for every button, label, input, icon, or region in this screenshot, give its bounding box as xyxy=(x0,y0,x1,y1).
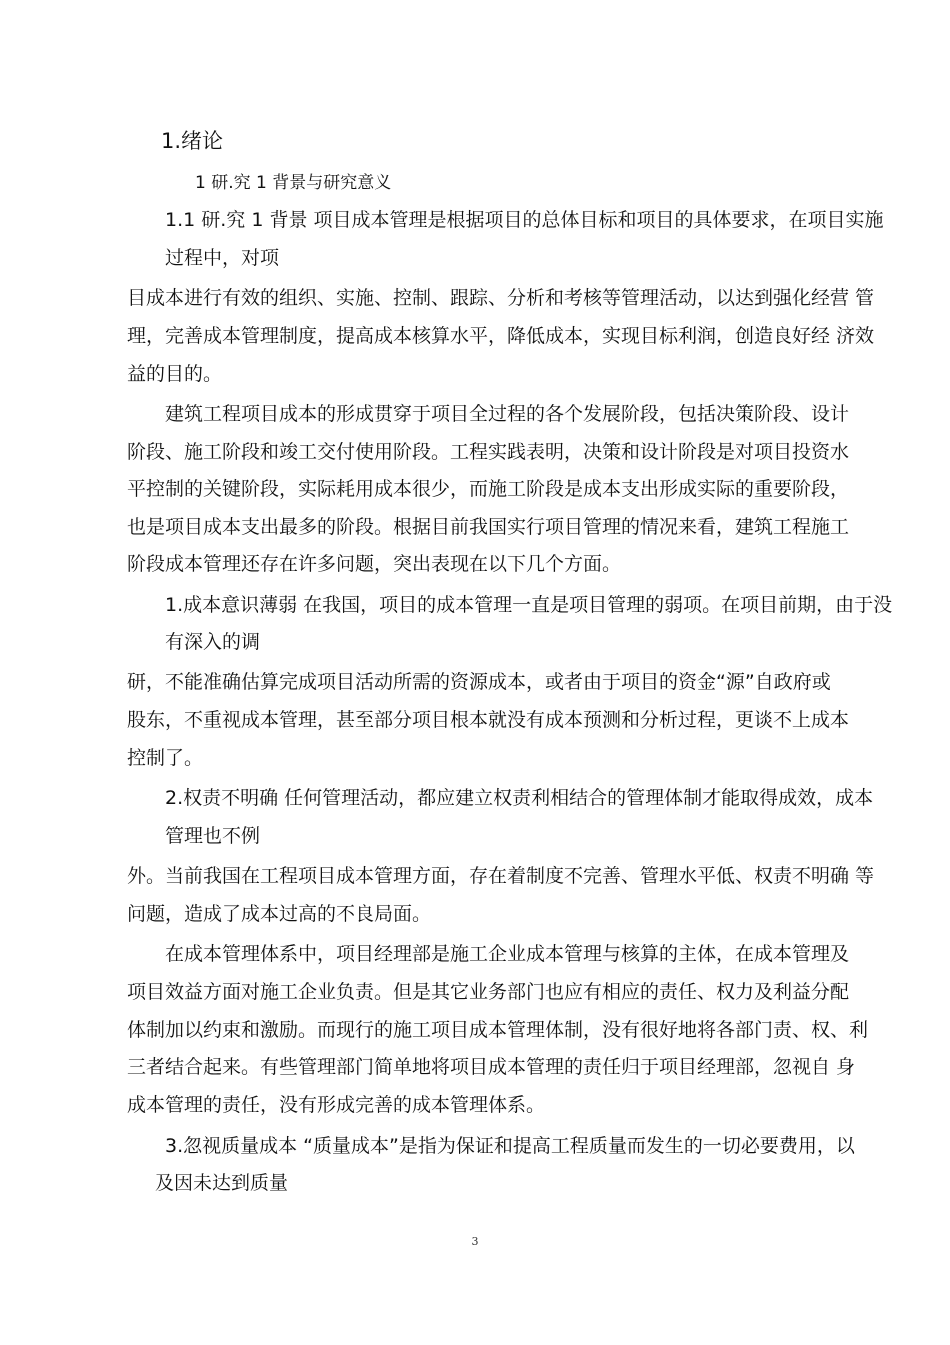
subsection-heading: 1 研.究 1 背景与研究意义 xyxy=(195,173,392,193)
paragraph-line: 阶段、施工阶段和竣工交付使用阶段。工程实践表明，决策和设计阶段是对项目投资水 xyxy=(127,441,850,463)
paragraph-line: 建筑工程项目成本的形成贯穿于项目全过程的各个发展阶段，包括决策阶段、设计 xyxy=(165,403,850,425)
paragraph-line: 3.忽视质量成本 “质量成本”是指为保证和提高工程质量而发生的一切必要费用，以 xyxy=(165,1135,855,1157)
paragraph-line: 目成本进行有效的组织、实施、控制、跟踪、分析和考核等管理活动，以达到强化经营 管 xyxy=(127,287,875,309)
paragraph-line: 股东，不重视成本管理，甚至部分项目根本就没有成本预测和分析过程，更谈不上成本 xyxy=(127,709,850,731)
paragraph-line: 问题，造成了成本过高的不良局面。 xyxy=(127,903,432,925)
paragraph-line: 平控制的关键阶段，实际耗用成本很少，而施工阶段是成本支出形成实际的重要阶段， xyxy=(127,478,850,500)
paragraph-line: 外。当前我国在工程项目成本管理方面，存在着制度不完善、管理水平低、权责不明确 等 xyxy=(127,865,875,887)
paragraph-line: 及因未达到质量 xyxy=(155,1172,289,1194)
page-number: 3 xyxy=(471,1235,479,1248)
paragraph-line: 有深入的调 xyxy=(165,631,261,653)
paragraph-line: 成本管理的责任，没有形成完善的成本管理体系。 xyxy=(127,1094,546,1116)
paragraph-line: 三者结合起来。有些管理部门简单地将项目成本管理的责任归于项目经理部，忽视自 身 xyxy=(127,1056,856,1078)
paragraph-line: 项目效益方面对施工企业负责。但是其它业务部门也应有相应的责任、权力及利益分配 xyxy=(127,981,850,1003)
paragraph-line: 益的目的。 xyxy=(127,363,223,385)
paragraph-line: 体制加以约束和激励。而现行的施工项目成本管理体制，没有很好地将各部门责、权、利 xyxy=(127,1019,869,1041)
paragraph-line: 控制了。 xyxy=(127,747,204,769)
paragraph-line: 在成本管理体系中，项目经理部是施工企业成本管理与核算的主体，在成本管理及 xyxy=(165,943,850,965)
paragraph-line: 1.1 研.究 1 背景 项目成本管理是根据项目的总体目标和项目的具体要求，在项目实施 xyxy=(165,209,884,231)
paragraph-line: 2.权责不明确 任何管理活动，都应建立权责利相结合的管理体制才能取得成效，成本 xyxy=(165,787,874,809)
paragraph-line: 也是项目成本支出最多的阶段。根据目前我国实行项目管理的情况来看，建筑工程施工 xyxy=(127,516,850,538)
paragraph-line: 理，完善成本管理制度，提高成本核算水平，降低成本，实现目标利润，创造良好经 济效 xyxy=(127,325,875,347)
paragraph-line: 1.成本意识薄弱 在我国，项目的成本管理一直是项目管理的弱项。在项目前期，由于没 xyxy=(165,594,893,616)
section-heading: 1.绪论 xyxy=(161,129,224,153)
paragraph-line: 过程中，对项 xyxy=(165,247,280,269)
paragraph-line: 管理也不例 xyxy=(165,825,261,847)
paragraph-line: 研，不能准确估算完成项目活动所需的资源成本，或者由于项目的资金“源”自政府或 xyxy=(127,671,831,693)
paragraph-line: 阶段成本管理还存在许多问题，突出表现在以下几个方面。 xyxy=(127,553,622,575)
